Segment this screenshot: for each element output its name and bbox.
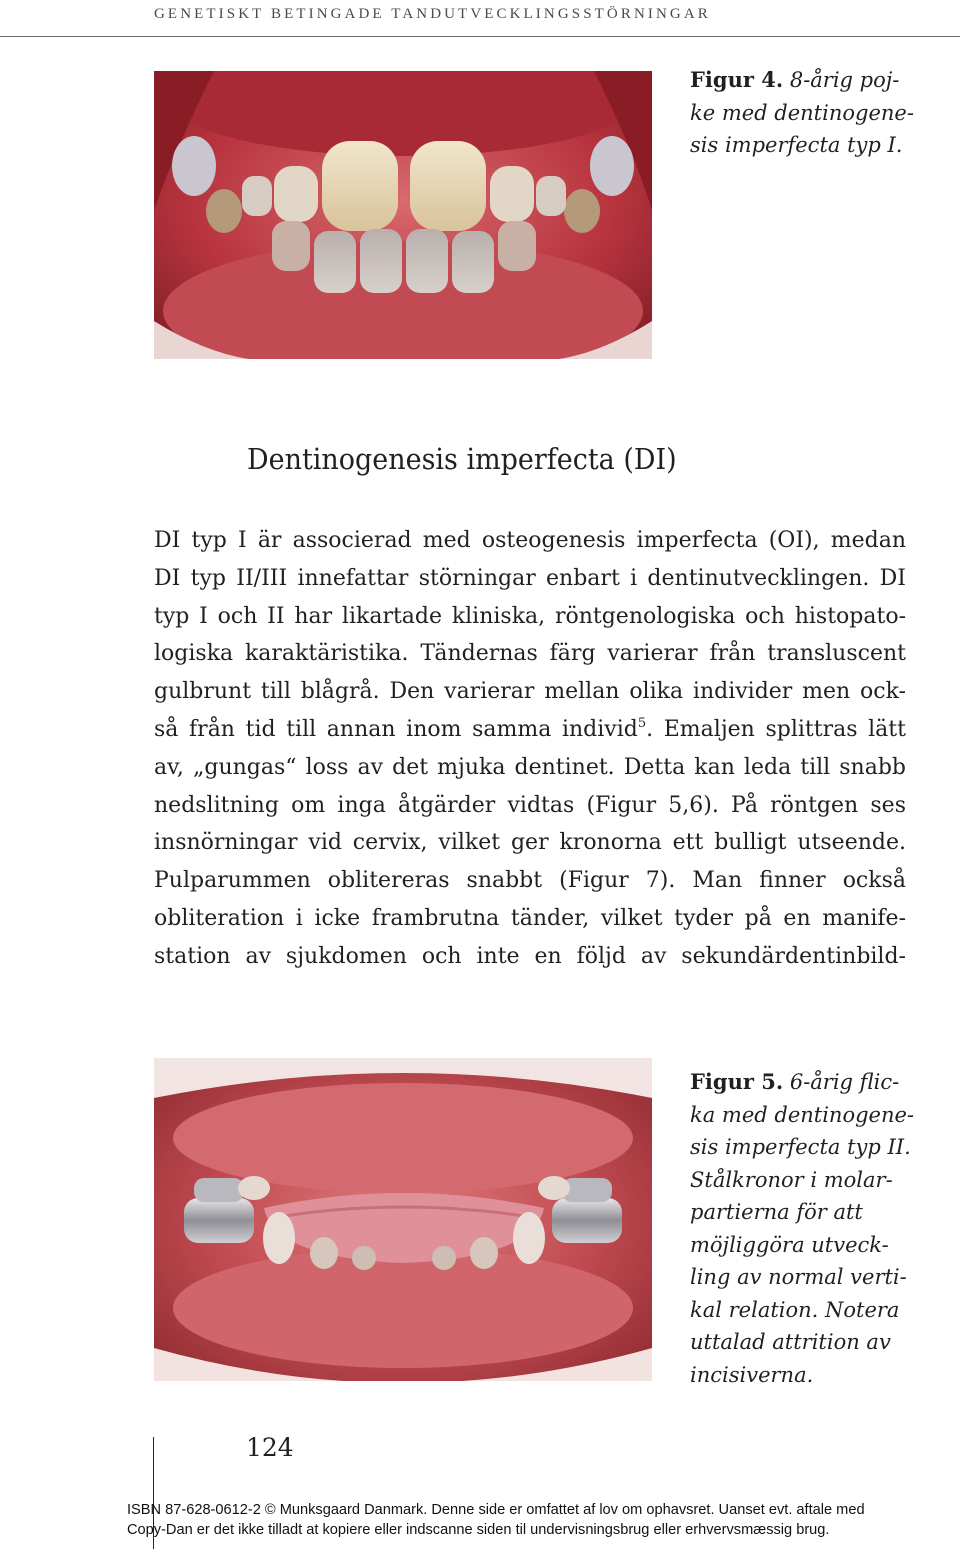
caption-line: ling av normal verti-	[690, 1265, 907, 1289]
body-line: nedslitning om inga åtgärder vidtas (Figur 5,6). På röntgen ses	[154, 792, 906, 818]
caption-line: sis imperfecta typ II.	[690, 1135, 911, 1159]
figure-4-caption	[690, 64, 920, 162]
body-line: gulbrunt till blågrå. Den varierar mellan olika individer men ock-	[154, 679, 906, 705]
caption-line: incisiverna.	[690, 1362, 814, 1387]
body-paragraph	[154, 522, 906, 976]
copyright-notice	[127, 1500, 957, 1540]
running-head: GENETISKT BETINGADE TANDUTVECKLINGSSTÖRNINGAR	[154, 6, 711, 22]
caption-line: 8-årig poj-	[789, 68, 900, 92]
body-line-text: . Emaljen splittras lätt	[646, 716, 906, 742]
figure-4-photo	[154, 71, 652, 359]
caption-line: Stålkronor i molar-	[690, 1167, 893, 1192]
copyright-line: ISBN 87-628-0612-2 © Munksgaard Danmark. Denne side er omfattet af lov om ophavsret. Uanset evt. aftale med	[127, 1502, 865, 1518]
copyright-line: Copy-Dan er det ikke tilladt at kopiere eller indscanne siden til undervisningsbrug eller erhvervsmæssig brug.	[127, 1522, 830, 1538]
body-line: DI typ I är associerad med osteogenesis imperfecta (OI), medan	[154, 528, 906, 553]
figure-4-label: Figur 4.	[690, 67, 784, 92]
caption-line: sis imperfecta typ I.	[690, 133, 903, 157]
figure-5-photo	[154, 1058, 652, 1381]
figure-5-label: Figur 5.	[690, 1069, 784, 1094]
body-line-with-reference	[154, 711, 906, 749]
caption-line: ke med dentinogene-	[690, 100, 914, 125]
body-line-text: så från tid till annan inom samma individ	[154, 716, 638, 742]
body-line: typ I och II har likartade kliniska, röntgenologiska och histopato-	[154, 603, 906, 629]
body-line: obliteration i icke frambrutna tänder, vilket tyder på en manife-	[154, 905, 906, 931]
caption-line: partierna för att	[690, 1200, 863, 1224]
caption-line: uttalad attrition av	[690, 1330, 891, 1354]
reference-number: 5	[637, 715, 647, 731]
header-rule	[0, 36, 960, 37]
caption-line: kal relation. Notera	[690, 1297, 900, 1322]
page-number: 124	[246, 1433, 294, 1462]
caption-line: ka med dentinogene-	[690, 1102, 915, 1127]
body-line: insnörningar vid cervix, vilket ger kronorna ett bulligt utseende.	[154, 830, 906, 856]
caption-line: möjliggöra utveck-	[690, 1232, 889, 1257]
body-line: Pulparummen oblitereras snabbt (Figur 7). Man finner också	[154, 868, 906, 894]
body-line: station av sjukdomen och inte en följd av sekundärdentinbild-	[154, 943, 906, 969]
body-line: DI typ II/III innefattar störningar enbart i dentinutvecklingen. DI	[154, 565, 906, 591]
body-line: logiska karaktäristika. Tändernas färg varierar från transluscent	[154, 641, 906, 667]
caption-line: 6-årig flic-	[789, 1070, 900, 1094]
section-heading: Dentinogenesis imperfecta (DI)	[247, 442, 677, 476]
body-line: av, „gungas“ loss av det mjuka dentinet. Detta kan leda till snabb	[154, 754, 906, 780]
figure-5-caption	[690, 1066, 920, 1391]
